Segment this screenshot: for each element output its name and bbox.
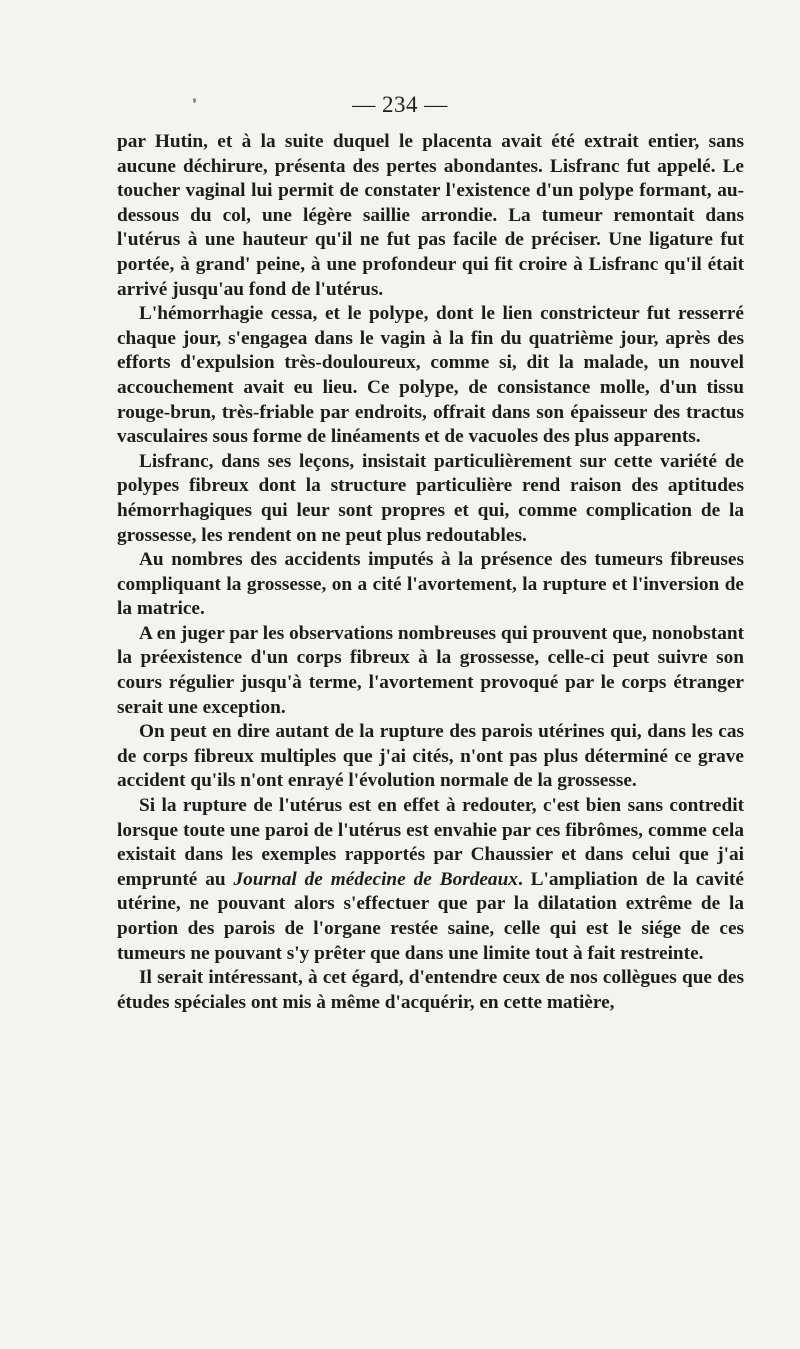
- paragraph-7-part-1: Si la rupture de l'utérus est en effet à redouter, c'est bien sans contredit lorsque toute une paroi de l'utérus est envahie par ces fibrômes, comme cela existait dans les exemples rapportés par Chaussier et dans celui que j'ai emprunté au: [117, 795, 744, 890]
- paragraph-2: L'hémorrhagie cessa, et le polype, dont le lien constricteur fut resserré chaque jour, s'engagea dans le vagin à la fin du quatrième jour, après des efforts d'expulsion très-douloureux, comme si, dit la malade, un nouvel accouchement avait eu lieu. Ce polype, de consistance molle, d'un tissu rouge-brun, très-friable par endroits, offrait dans son épaisseur des tractus vasculaires sous forme de linéaments et de vacuoles des plus apparents.: [117, 303, 744, 448]
- paragraph-5: A en juger par les observations nombreuses qui prouvent que, nonobstant la préexistence d'un corps fibreux à la grossesse, celle-ci peut suivre son cours régulier jusqu'à terme, l'avortement provoqué par le corps étranger serait une exception.: [117, 622, 744, 718]
- paragraph-6: On peut en dire autant de la rupture des parois utérines qui, dans les cas de corps fibreux multiples que j'ai cités, n'ont pas plus déterminé ce grave accident qu'ils n'ont enrayé l'évolution normale de la grossesse.: [117, 721, 744, 792]
- paragraph-3: Lisfranc, dans ses leçons, insistait particulièrement sur cette variété de polypes fibreux dont la structure particulière rend raison des aptitudes hémorrhagiques qui leur sont propres et qui, comme complication de la grossesse, les rendent on ne peut plus redoutables.: [117, 450, 744, 546]
- paragraph-4: Au nombres des accidents imputés à la présence des tumeurs fibreuses compliquant la grossesse, on a cité l'avortement, la rupture et l'inversion de la matrice.: [117, 549, 744, 620]
- paragraph-7-part-2: . L'ampliation de la cavité utérine, ne pouvant alors s'effectuer que par la dilatation extrême de la portion des parois de l'organe restée saine, celle qui est le siége de ces tumeurs ne pouvant s'y prêter que dans une limite tout à fait restreinte.: [117, 868, 744, 964]
- body-text: [117, 130, 744, 1015]
- paragraph-7: [117, 794, 744, 966]
- paragraph-8: Il serait intéressant, à cet égard, d'entendre ceux de nos collègues que des études spéciales ont mis à même d'acquérir, en cette matière,: [117, 967, 744, 1013]
- journal-title: Journal de médecine de Bordeaux: [233, 868, 518, 890]
- page-number: — 234 —: [352, 92, 448, 117]
- paragraph-1: par Hutin, et à la suite duquel le placenta avait été extrait entier, sans aucune déchirure, présenta des pertes abondantes. Lisfranc fut appelé. Le toucher vaginal lui permit de constater l'existence d'un polype formant, au-dessous du col, une légère saillie arrondie. La tumeur remontait dans l'utérus à une hauteur qu'il ne fut pas facile de préciser. Une ligature fut portée, à grand' peine, à une profondeur qui fit croire à Lisfranc qu'il était arrivé jusqu'au fond de l'utérus.: [117, 131, 744, 300]
